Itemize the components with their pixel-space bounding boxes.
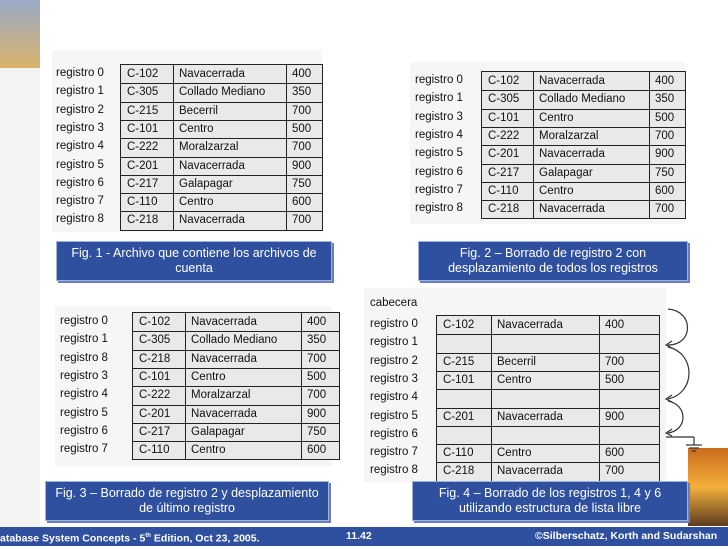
record-label: registro 7 [370, 446, 418, 459]
record-label: registro 4 [60, 388, 108, 401]
account-number-cell: C-110 [488, 184, 519, 197]
footer-left: atabase System Concepts - 5th Edition, Oct 23, 2005. [0, 532, 260, 545]
account-number-cell: C-110 [127, 196, 158, 209]
balance-cell: 700 [292, 141, 312, 154]
branch-name-cell: Centro [179, 122, 214, 135]
account-number-cell: C-305 [139, 334, 171, 347]
record-label: registro 7 [60, 443, 108, 456]
account-number-cell: C-217 [488, 166, 520, 179]
balance-cell: 700 [292, 104, 312, 117]
record-label: registro 3 [415, 110, 463, 123]
branch-name-cell: Moralzarzal [539, 129, 599, 142]
record-label: registro 4 [56, 140, 104, 153]
branch-name-cell: Centro [497, 373, 532, 386]
record-label: registro 8 [370, 464, 418, 477]
record-label: registro 8 [60, 351, 108, 364]
record-label: registro 0 [415, 74, 463, 86]
record-label: registro 3 [60, 369, 108, 382]
record-label: registro 1 [56, 85, 104, 98]
branch-name-cell: Navacerrada [539, 75, 605, 87]
record-label: registro 5 [370, 409, 418, 422]
balance-cell: 400 [605, 319, 625, 331]
branch-name-cell: Navacerrada [539, 203, 605, 216]
balance-cell: 350 [307, 334, 327, 347]
balance-cell: 900 [655, 148, 675, 161]
record-table [120, 64, 323, 231]
balance-cell [599, 389, 659, 407]
branch-name-cell: Becerril [497, 355, 536, 368]
balance-cell: 900 [292, 159, 312, 172]
balance-cell: 400 [655, 75, 675, 87]
branch-name-cell: Collado Mediano [191, 334, 278, 347]
branch-name-cell: Centro [497, 447, 532, 460]
account-number-cell: C-101 [443, 373, 475, 386]
branch-name-cell: Centro [539, 184, 574, 197]
branch-name-cell: Navacerrada [179, 159, 245, 172]
record-label: registro 2 [56, 103, 104, 116]
branch-name-cell: Navacerrada [497, 465, 563, 478]
branch-name-cell: Centro [539, 111, 574, 124]
balance-cell: 500 [655, 111, 675, 124]
balance-cell: 700 [605, 355, 625, 368]
balance-cell: 900 [307, 407, 327, 420]
balance-cell: 700 [605, 465, 625, 478]
balance-cell: 700 [292, 214, 312, 227]
record-label: registro 1 [370, 336, 418, 349]
branch-name-cell [491, 426, 599, 444]
fig4-header-label: cabecera [370, 297, 418, 309]
balance-cell: 700 [655, 203, 675, 216]
balance-cell: 500 [292, 122, 312, 135]
account-number-cell: C-201 [488, 148, 520, 161]
account-number-cell: C-201 [139, 407, 171, 420]
balance-cell: 500 [605, 373, 625, 386]
balance-cell: 750 [307, 425, 327, 438]
account-number-cell: C-201 [127, 159, 159, 172]
record-label: registro 3 [56, 121, 104, 134]
fig1-caption: Fig. 1 - Archivo que contiene los archivos de cuenta [56, 241, 332, 281]
branch-name-cell: Galapagar [191, 425, 245, 438]
record-label: registro 6 [60, 424, 108, 437]
balance-cell: 350 [292, 86, 312, 99]
record-label: registro 1 [60, 333, 108, 346]
branch-name-cell: Galapagar [179, 177, 233, 190]
record-label: registro 3 [370, 372, 418, 385]
fig4-caption: Fig. 4 – Borrado de los registros 1, 4 y 6 utilizando estructura de lista libre [412, 481, 688, 521]
record-table [132, 312, 340, 460]
balance-cell: 600 [605, 447, 625, 460]
account-number-cell: C-218 [127, 214, 159, 227]
record-label: registro 1 [415, 92, 463, 105]
account-number-cell [437, 334, 491, 352]
branch-name-cell: Navacerrada [191, 352, 257, 365]
branch-name-cell: Navacerrada [179, 68, 245, 80]
account-number-cell: C-218 [139, 352, 171, 365]
balance-cell: 600 [292, 196, 312, 209]
branch-name-cell: Navacerrada [539, 148, 605, 161]
account-number-cell: C-305 [488, 93, 520, 106]
balance-cell: 500 [307, 370, 327, 383]
account-number-cell: C-222 [127, 141, 159, 154]
balance-cell: 600 [307, 444, 327, 457]
account-number-cell: C-305 [127, 86, 159, 99]
balance-cell: 900 [605, 410, 625, 423]
account-number-cell: C-201 [443, 410, 475, 423]
footer-copyright: ©Silberschatz, Korth and Sudarshan [535, 530, 718, 542]
account-number-cell: C-101 [127, 122, 159, 135]
account-number-cell [437, 389, 491, 407]
balance-cell [599, 426, 659, 444]
record-label: registro 5 [415, 147, 463, 160]
branch-name-cell: Navacerrada [179, 214, 245, 227]
record-label: registro 6 [415, 165, 463, 178]
footer-page-number: 11.42 [346, 530, 372, 542]
account-number-cell: C-110 [443, 447, 474, 460]
record-label: registro 7 [415, 183, 463, 196]
account-number-cell: C-218 [488, 203, 520, 216]
balance-cell: 400 [307, 316, 327, 328]
record-label: registro 7 [56, 195, 104, 208]
branch-name-cell: Centro [191, 370, 226, 383]
balance-cell: 600 [655, 184, 675, 197]
balance-cell: 400 [292, 68, 312, 80]
record-table [481, 71, 686, 219]
account-number-cell: C-215 [127, 104, 159, 117]
account-number-cell [437, 426, 491, 444]
record-label: registro 2 [370, 354, 418, 367]
record-label: registro 6 [56, 176, 104, 189]
balance-cell: 350 [655, 93, 675, 106]
balance-cell [599, 334, 659, 352]
branch-name-cell: Navacerrada [497, 410, 563, 423]
record-label: registro 4 [370, 391, 418, 404]
account-number-cell: C-102 [139, 316, 171, 328]
record-label: registro 6 [370, 427, 418, 440]
record-label: registro 5 [56, 158, 104, 171]
record-label: registro 5 [60, 406, 108, 419]
record-label: registro 0 [370, 318, 418, 330]
balance-cell: 700 [307, 352, 327, 365]
account-number-cell: C-215 [443, 355, 475, 368]
sailboat-image [0, 0, 40, 68]
branch-name-cell: Becerril [179, 104, 218, 117]
account-number-cell: C-217 [139, 425, 171, 438]
branch-name-cell: Centro [191, 444, 226, 457]
account-number-cell: C-102 [127, 68, 159, 80]
branch-name-cell: Navacerrada [191, 407, 257, 420]
record-label: registro 0 [56, 67, 104, 79]
branch-name-cell [491, 334, 599, 352]
branch-name-cell: Collado Mediano [179, 86, 266, 99]
account-number-cell: C-222 [139, 389, 171, 402]
balance-cell: 700 [655, 129, 675, 142]
record-table [436, 315, 660, 482]
balance-cell: 750 [292, 177, 312, 190]
branch-name-cell: Navacerrada [497, 319, 563, 331]
record-label: registro 8 [415, 202, 463, 215]
fig3-caption: Fig. 3 – Borrado de registro 2 y desplazamiento de último registro [45, 481, 329, 521]
record-label: registro 8 [56, 213, 104, 226]
free-list-arrows [664, 305, 724, 465]
branch-name-cell: Galapagar [539, 166, 593, 179]
account-number-cell: C-102 [488, 75, 520, 87]
account-number-cell: C-101 [139, 370, 171, 383]
record-label: registro 0 [60, 315, 108, 327]
branch-name-cell: Centro [179, 196, 214, 209]
left-decor-strip [0, 0, 40, 546]
branch-name-cell [491, 389, 599, 407]
account-number-cell: C-102 [443, 319, 475, 331]
footer-bar [0, 527, 728, 546]
balance-cell: 700 [307, 389, 327, 402]
branch-name-cell: Navacerrada [191, 316, 257, 328]
account-number-cell: C-217 [127, 177, 159, 190]
balance-cell: 750 [655, 166, 675, 179]
account-number-cell: C-101 [488, 111, 520, 124]
account-number-cell: C-218 [443, 465, 475, 478]
branch-name-cell: Collado Mediano [539, 93, 626, 106]
record-label: registro 4 [415, 128, 463, 141]
branch-name-cell: Moralzarzal [179, 141, 239, 154]
branch-name-cell: Moralzarzal [191, 389, 251, 402]
fig2-caption: Fig. 2 – Borrado de registro 2 con desplazamiento de todos los registros [418, 241, 688, 281]
account-number-cell: C-222 [488, 129, 520, 142]
account-number-cell: C-110 [139, 444, 170, 457]
